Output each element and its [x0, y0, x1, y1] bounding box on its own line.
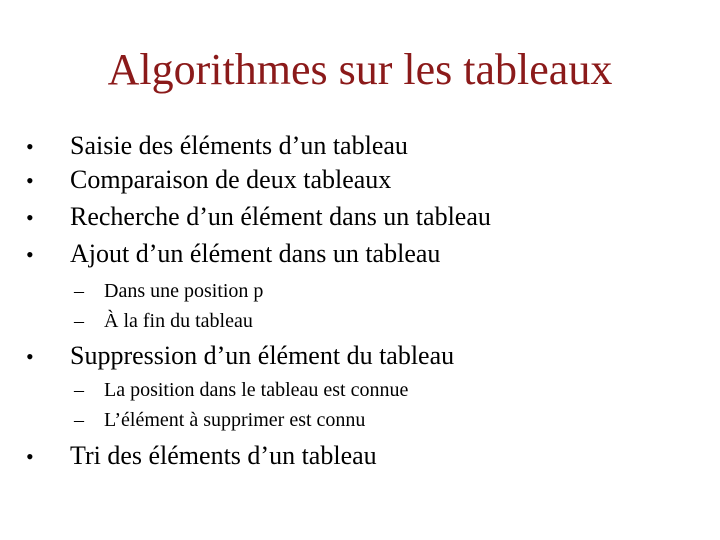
bullet-item — [26, 238, 440, 271]
bullet-text: Recherche d’un élément dans un tableau — [70, 202, 491, 231]
bullet-item — [26, 164, 391, 197]
sub-item — [74, 308, 253, 334]
bullet-text: Tri des éléments d’un tableau — [70, 441, 377, 470]
bullet-item — [26, 201, 491, 234]
dash-marker: – — [74, 409, 84, 431]
dash-marker: – — [74, 310, 84, 332]
bullet-marker: • — [26, 134, 34, 159]
slide-title: Algorithmes sur les tableaux — [107, 45, 613, 94]
bullet-text: Suppression d’un élément du tableau — [70, 341, 455, 370]
bullet-text: Ajout d’un élément dans un tableau — [70, 239, 441, 268]
bullet-marker: • — [26, 205, 34, 230]
dash-marker: – — [74, 379, 84, 401]
sub-item — [74, 278, 263, 304]
bullet-marker: • — [26, 344, 34, 369]
bullet-item — [26, 130, 408, 163]
sub-item-text: À la fin du tableau — [104, 310, 253, 332]
bullet-marker: • — [26, 242, 34, 267]
sub-item — [74, 377, 408, 403]
sub-item — [74, 407, 365, 433]
sub-item-text: L’élément à supprimer est connu — [104, 409, 366, 431]
bullet-item — [26, 440, 377, 473]
bullet-item — [26, 340, 454, 373]
sub-item-text: La position dans le tableau est connue — [104, 379, 409, 401]
dash-marker: – — [74, 280, 84, 302]
bullet-marker: • — [26, 168, 34, 193]
sub-item-text: Dans une position p — [104, 280, 264, 302]
bullet-text: Comparaison de deux tableaux — [70, 165, 392, 194]
bullet-text: Saisie des éléments d’un tableau — [70, 131, 408, 160]
bullet-marker: • — [26, 444, 34, 469]
